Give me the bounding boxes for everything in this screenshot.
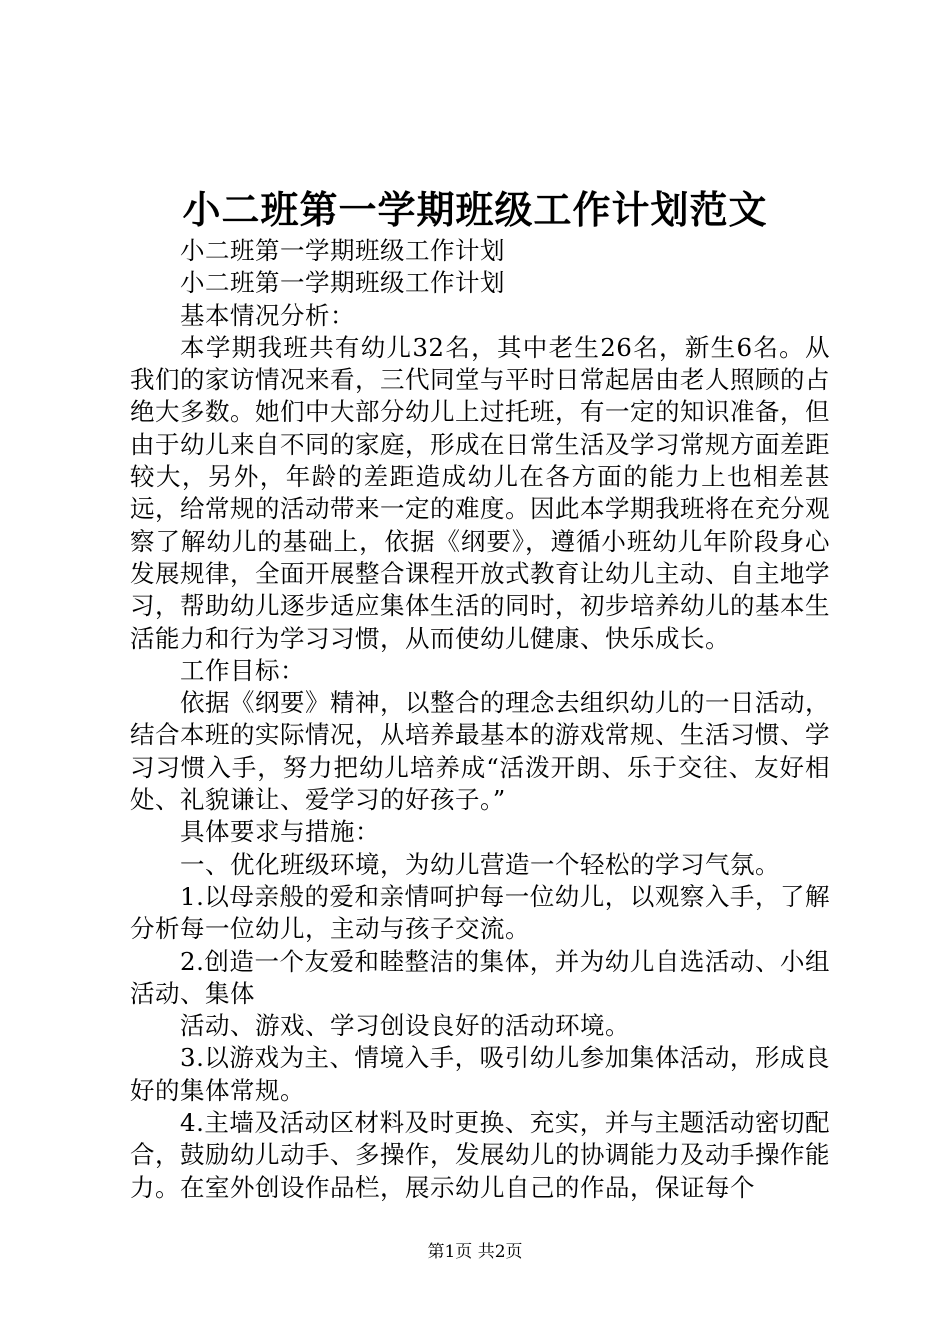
paragraph: 具体要求与措施：	[180, 817, 380, 847]
paragraph: 工作目标：	[180, 655, 305, 685]
document-title: 小二班第一学期班级工作计划范文	[182, 187, 768, 232]
paragraph: 一、优化班级环境，为幼儿营造一个轻松的学习气氛。	[180, 849, 780, 879]
paragraph: 小二班第一学期班级工作计划	[180, 268, 505, 298]
paragraph: 依据《纲要》精神，以整合的理念去组织幼儿的一日活动，结合本班的实际情况，从培养最基本的游戏常规、生活习惯、学习习惯入手，努力把幼儿培养成“活泼开朗、乐于交往、友好相处、礼貌谦让、爱学习的好孩子。”	[130, 688, 830, 815]
page-footer: 第1页 共2页	[427, 1242, 523, 1262]
document-body	[130, 235, 830, 1204]
paragraph: 4.主墙及活动区材料及时更换、充实，并与主题活动密切配合，鼓励幼儿动手、多操作，发展幼儿的协调能力及动手操作能力。在室外创设作品栏，展示幼儿自己的作品，保证每个	[130, 1108, 830, 1202]
paragraph: 小二班第一学期班级工作计划	[180, 236, 505, 265]
paragraph: 3.以游戏为主、情境入手，吸引幼儿参加集体活动，形成良好的集体常规。	[130, 1043, 830, 1105]
paragraph: 1.以母亲般的爱和亲情呵护每一位幼儿，以观察入手，了解分析每一位幼儿，主动与孩子交流。	[130, 881, 830, 944]
paragraph: 基本情况分析：	[180, 300, 355, 330]
paragraph: 2.创造一个友爱和睦整洁的集体，并为幼儿自选活动、小组活动、集体	[130, 946, 830, 1008]
paragraph: 本学期我班共有幼儿32名，其中老生26名，新生6名。从我们的家访情况来看，三代同堂与平时日常起居由老人照顾的占绝大多数。她们中大部分幼儿上过托班，有一定的知识准备，但由于幼儿来自不同的家庭，形成在日常生活及学习常规方面差距较大，另外，年龄的差距造成幼儿在各方面的能力上也相差甚远，给常规的活动带来一定的难度。因此本学期我班将在充分观察了解幼儿的基础上，依据《纲要》，遵循小班幼儿年阶段身心发展规律，全面开展整合课程开放式教育让幼儿主动、自主地学习，帮助幼儿逐步适应集体生活的同时，初步培养幼儿的基本生活能力和行为学习习惯，从而使幼儿健康、快乐成长。	[130, 332, 830, 653]
paragraph: 活动、游戏、学习创设良好的活动环境。	[180, 1011, 630, 1041]
